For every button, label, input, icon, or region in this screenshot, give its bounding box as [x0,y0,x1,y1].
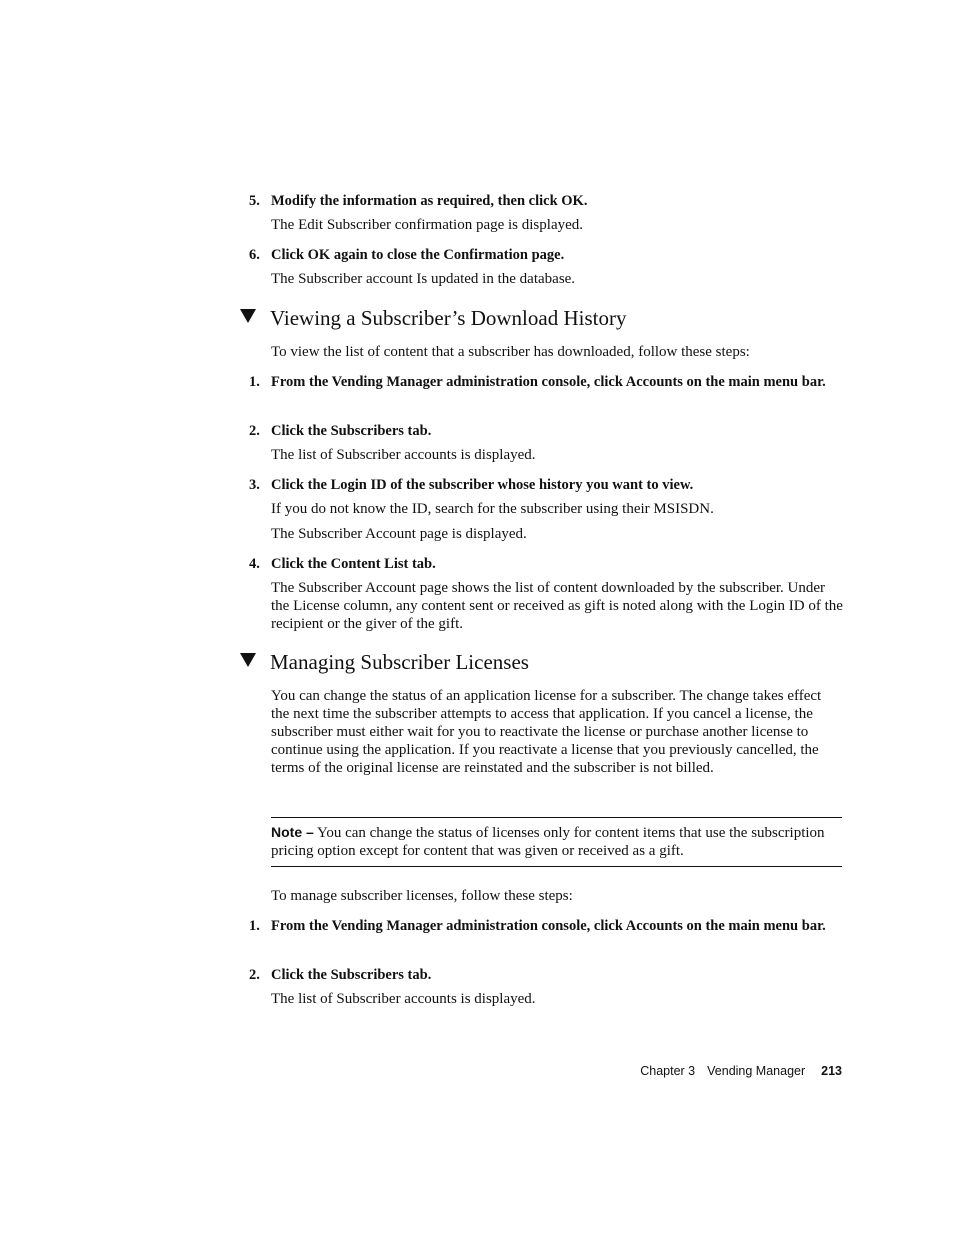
section-heading-managing-licenses [240,649,529,675]
step-instruction: Click the Login ID of the subscriber whose history you want to view. [271,477,694,493]
step-instruction: From the Vending Manager administration console, click Accounts on the main menu bar. [271,918,826,934]
footer-title: Vending Manager [707,1064,806,1078]
triangle-down-icon [240,309,256,323]
step-instruction: Click the Subscribers tab. [271,967,432,983]
step-instruction: Click the Content List tab. [271,556,436,572]
step-number: 4. [249,556,260,572]
page-footer [600,1064,842,1078]
lead-paragraph: To manage subscriber licenses, follow these steps: [271,888,573,904]
step-result: The Subscriber Account page is displayed. [271,526,527,542]
heading-text: Managing Subscriber Licenses [270,650,529,674]
note-box [271,817,842,867]
step-5-result: The Edit Subscriber confirmation page is displayed. [271,217,584,233]
triangle-down-icon [240,653,256,667]
step-result: The Subscriber Account page shows the list of content downloaded by the subscriber. Under the License column, any content sent or received as gift is noted along with the Login ID of the recipient or the giver of the gift. [271,580,843,632]
step-number: 2. [249,967,260,983]
heading-text: Viewing a Subscriber’s Download History [270,306,627,330]
step-result: The list of Subscriber accounts is displayed. [271,447,536,463]
note-body [271,823,842,860]
step-6-result: The Subscriber account Is updated in the database. [271,271,576,287]
section-intro: To view the list of content that a subscriber has downloaded, follow these steps: [271,344,750,360]
section-intro: You can change the status of an application license for a subscriber. The change takes effect the next time the subscriber attempts to access that application. If you cancel a license, the subscriber must either wait for you to reactivate the license or purchase another license to continue using the application. If you reactivate a license that you previously cancelled, the terms of the original license are reinstated and the subscriber is not billed. [271,688,822,776]
step-instruction: From the Vending Manager administration console, click Accounts on the main menu bar. [271,374,826,390]
step-result: If you do not know the ID, search for the subscriber using their MSISDN. [271,501,714,517]
section-heading-download-history [240,305,626,331]
note-label: Note – [271,824,314,840]
step-instruction: Click the Subscribers tab. [271,423,432,439]
step-instruction: Click OK again to close the Confirmation page. [271,247,565,263]
step-number: 3. [249,477,260,493]
step-number: 2. [249,423,260,439]
step-number: 1. [249,374,260,390]
footer-chapter: Chapter 3 [640,1064,696,1078]
page-number: 213 [821,1064,842,1078]
step-instruction: Modify the information as required, then click OK. [271,193,588,209]
note-text: You can change the status of licenses only for content items that use the subscription pricing option except for content that was given or received as a gift. [271,825,825,859]
step-result: The list of Subscriber accounts is displayed. [271,991,536,1007]
step-number: 6. [249,247,260,263]
step-number: 5. [249,193,260,209]
step-number: 1. [249,918,260,934]
